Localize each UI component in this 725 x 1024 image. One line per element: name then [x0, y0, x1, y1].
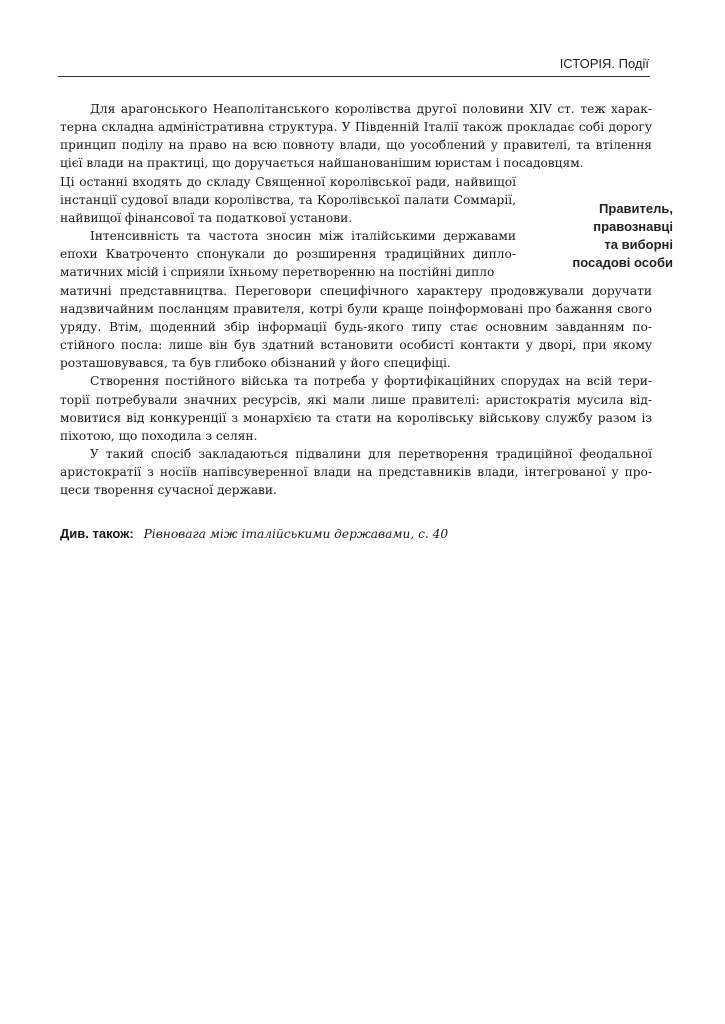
margin-note-line: посадові особи — [572, 255, 673, 270]
paragraph-2: Інтенсивність та частота зносин між італійськими державами епохи Кватроченто спонукали до розширення традиційних дипломатичних місій і сприяли їхньому перетворенню на постійні дипло — [60, 229, 516, 280]
margin-note-line: та виборні — [604, 237, 673, 252]
running-head: ІСТОРІЯ. Події — [559, 56, 649, 71]
paragraph-1-continued: Ці останні входять до складу Священної королівської ради, найвищої інстанції судової влади королівства, та Королівської палати Соммарії, найвищої фінансової та податкової установи. — [60, 174, 516, 225]
paragraph-1: Для арагонського Неаполітанського королівства другої половини XIV ст. теж характерна складна адміністративна структура. У Південній Італії також прокладає собі дорогу принцип поділу на право на всю повноту влади, що уособлений у правителі, та втілення цієї влади на практиці, що доручається найшанованішим юристам і посадовцям. — [60, 102, 652, 171]
see-also-reference: Рівновага між італійськими державами, с. 40 — [143, 527, 449, 541]
margin-note-line: Правитель, — [599, 201, 673, 216]
see-also — [60, 526, 448, 541]
margin-note — [533, 200, 673, 272]
paragraph-3: Створення постійного війська та потреба у фортифікаційних спорудах на всій території потребували значних ресурсів, які мали лише правителі: аристократія мусила відмовитися від конкуренції з монархією та стати на королівську військову службу разом із піхотою, що походила з селян. — [60, 374, 652, 443]
paragraph-2-continued: матичні представництва. Переговори специфічного характеру продовжували доручати надзвичайним посланцям правителя, котрі були краще поінформовані про бажання свого уряду. Втім, щоденний збір інформації будь-якого типу стає основним завданням постійного посла: лише він був здатний встановити особисті контакти у дворі, при якому розташовувався, та був глибоко обізнаний у його специфіці. — [60, 283, 652, 371]
margin-note-line: правознавці — [593, 219, 673, 234]
see-also-label: Див. також: — [60, 526, 134, 541]
paragraph-4: У такий спосіб закладаються підвалини для перетворення традиційної феодальної аристократії з носіїв напівсуверенної влади на представників влади, інтегрованої у процеси творення сучасної держави. — [60, 446, 652, 498]
article-body — [60, 100, 652, 499]
header-rule — [58, 76, 650, 77]
